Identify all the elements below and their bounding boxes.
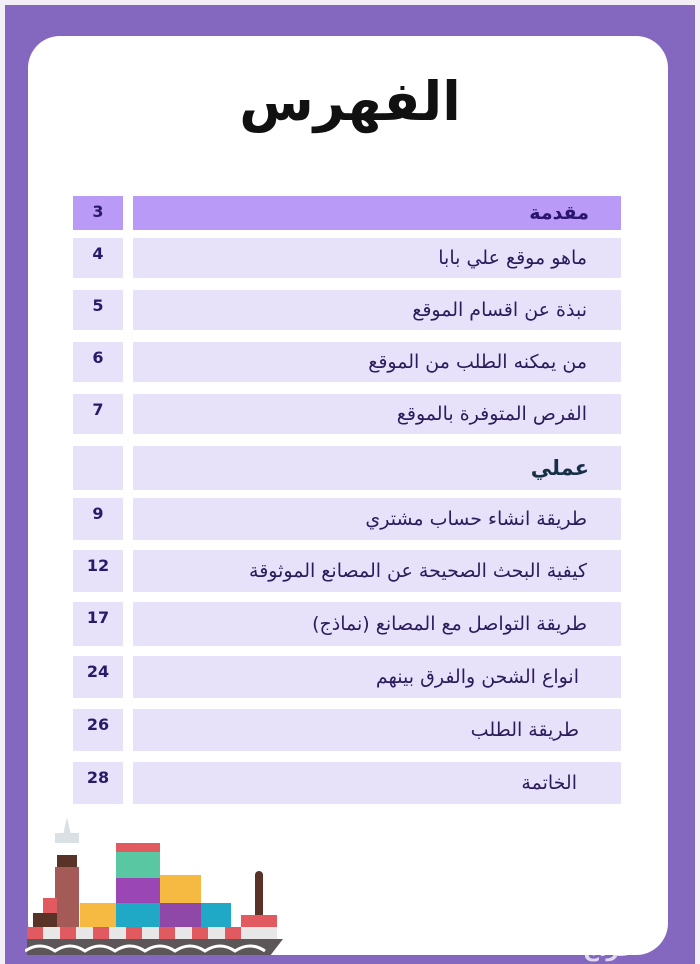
toc-label: انواع الشحن والفرق بينهم [133, 656, 621, 698]
toc-section-practical[interactable] [73, 446, 621, 490]
toc-row-intro[interactable] [73, 196, 621, 230]
toc-row[interactable] [73, 709, 621, 751]
toc-row[interactable] [73, 550, 621, 592]
toc-row[interactable] [73, 342, 621, 382]
toc-row[interactable] [73, 394, 621, 434]
toc-row[interactable] [73, 290, 621, 330]
toc-label: من يمكنه الطلب من الموقع [133, 342, 621, 382]
page-number [73, 446, 123, 490]
cargo-ship-icon [25, 815, 285, 955]
page-number: 4 [73, 238, 123, 278]
page-number: 17 [73, 602, 123, 646]
page-title: الفهرس [239, 70, 461, 133]
toc-label: مقدمة [133, 196, 621, 230]
page-number: 12 [73, 550, 123, 592]
page-number: 9 [73, 498, 123, 540]
toc-label: الفرص المتوفرة بالموقع [133, 394, 621, 434]
toc-label: نبذة عن اقسام الموقع [133, 290, 621, 330]
toc-label: طريقة التواصل مع المصانع (نماذج) [133, 602, 621, 646]
toc-label: الخاتمة [133, 762, 621, 804]
page-number: 7 [73, 394, 123, 434]
toc-label: طريقة انشاء حساب مشتري [133, 498, 621, 540]
watermark: حراج [583, 937, 636, 962]
page-number: 5 [73, 290, 123, 330]
toc-section-label: عملي [133, 446, 621, 490]
page-number: 24 [73, 656, 123, 698]
toc-row[interactable] [73, 498, 621, 540]
toc-row[interactable] [73, 238, 621, 278]
toc-label: كيفية البحث الصحيحة عن المصانع الموثوقة [133, 550, 621, 592]
page-number: 6 [73, 342, 123, 382]
toc-row[interactable] [73, 602, 621, 646]
page-number: 28 [73, 762, 123, 804]
toc-row[interactable] [73, 762, 621, 804]
toc-row[interactable] [73, 656, 621, 698]
page-number: 26 [73, 709, 123, 751]
toc-label: ماهو موقع علي بابا [133, 238, 621, 278]
toc-label: طريقة الطلب [133, 709, 621, 751]
page-number: 3 [73, 196, 123, 230]
